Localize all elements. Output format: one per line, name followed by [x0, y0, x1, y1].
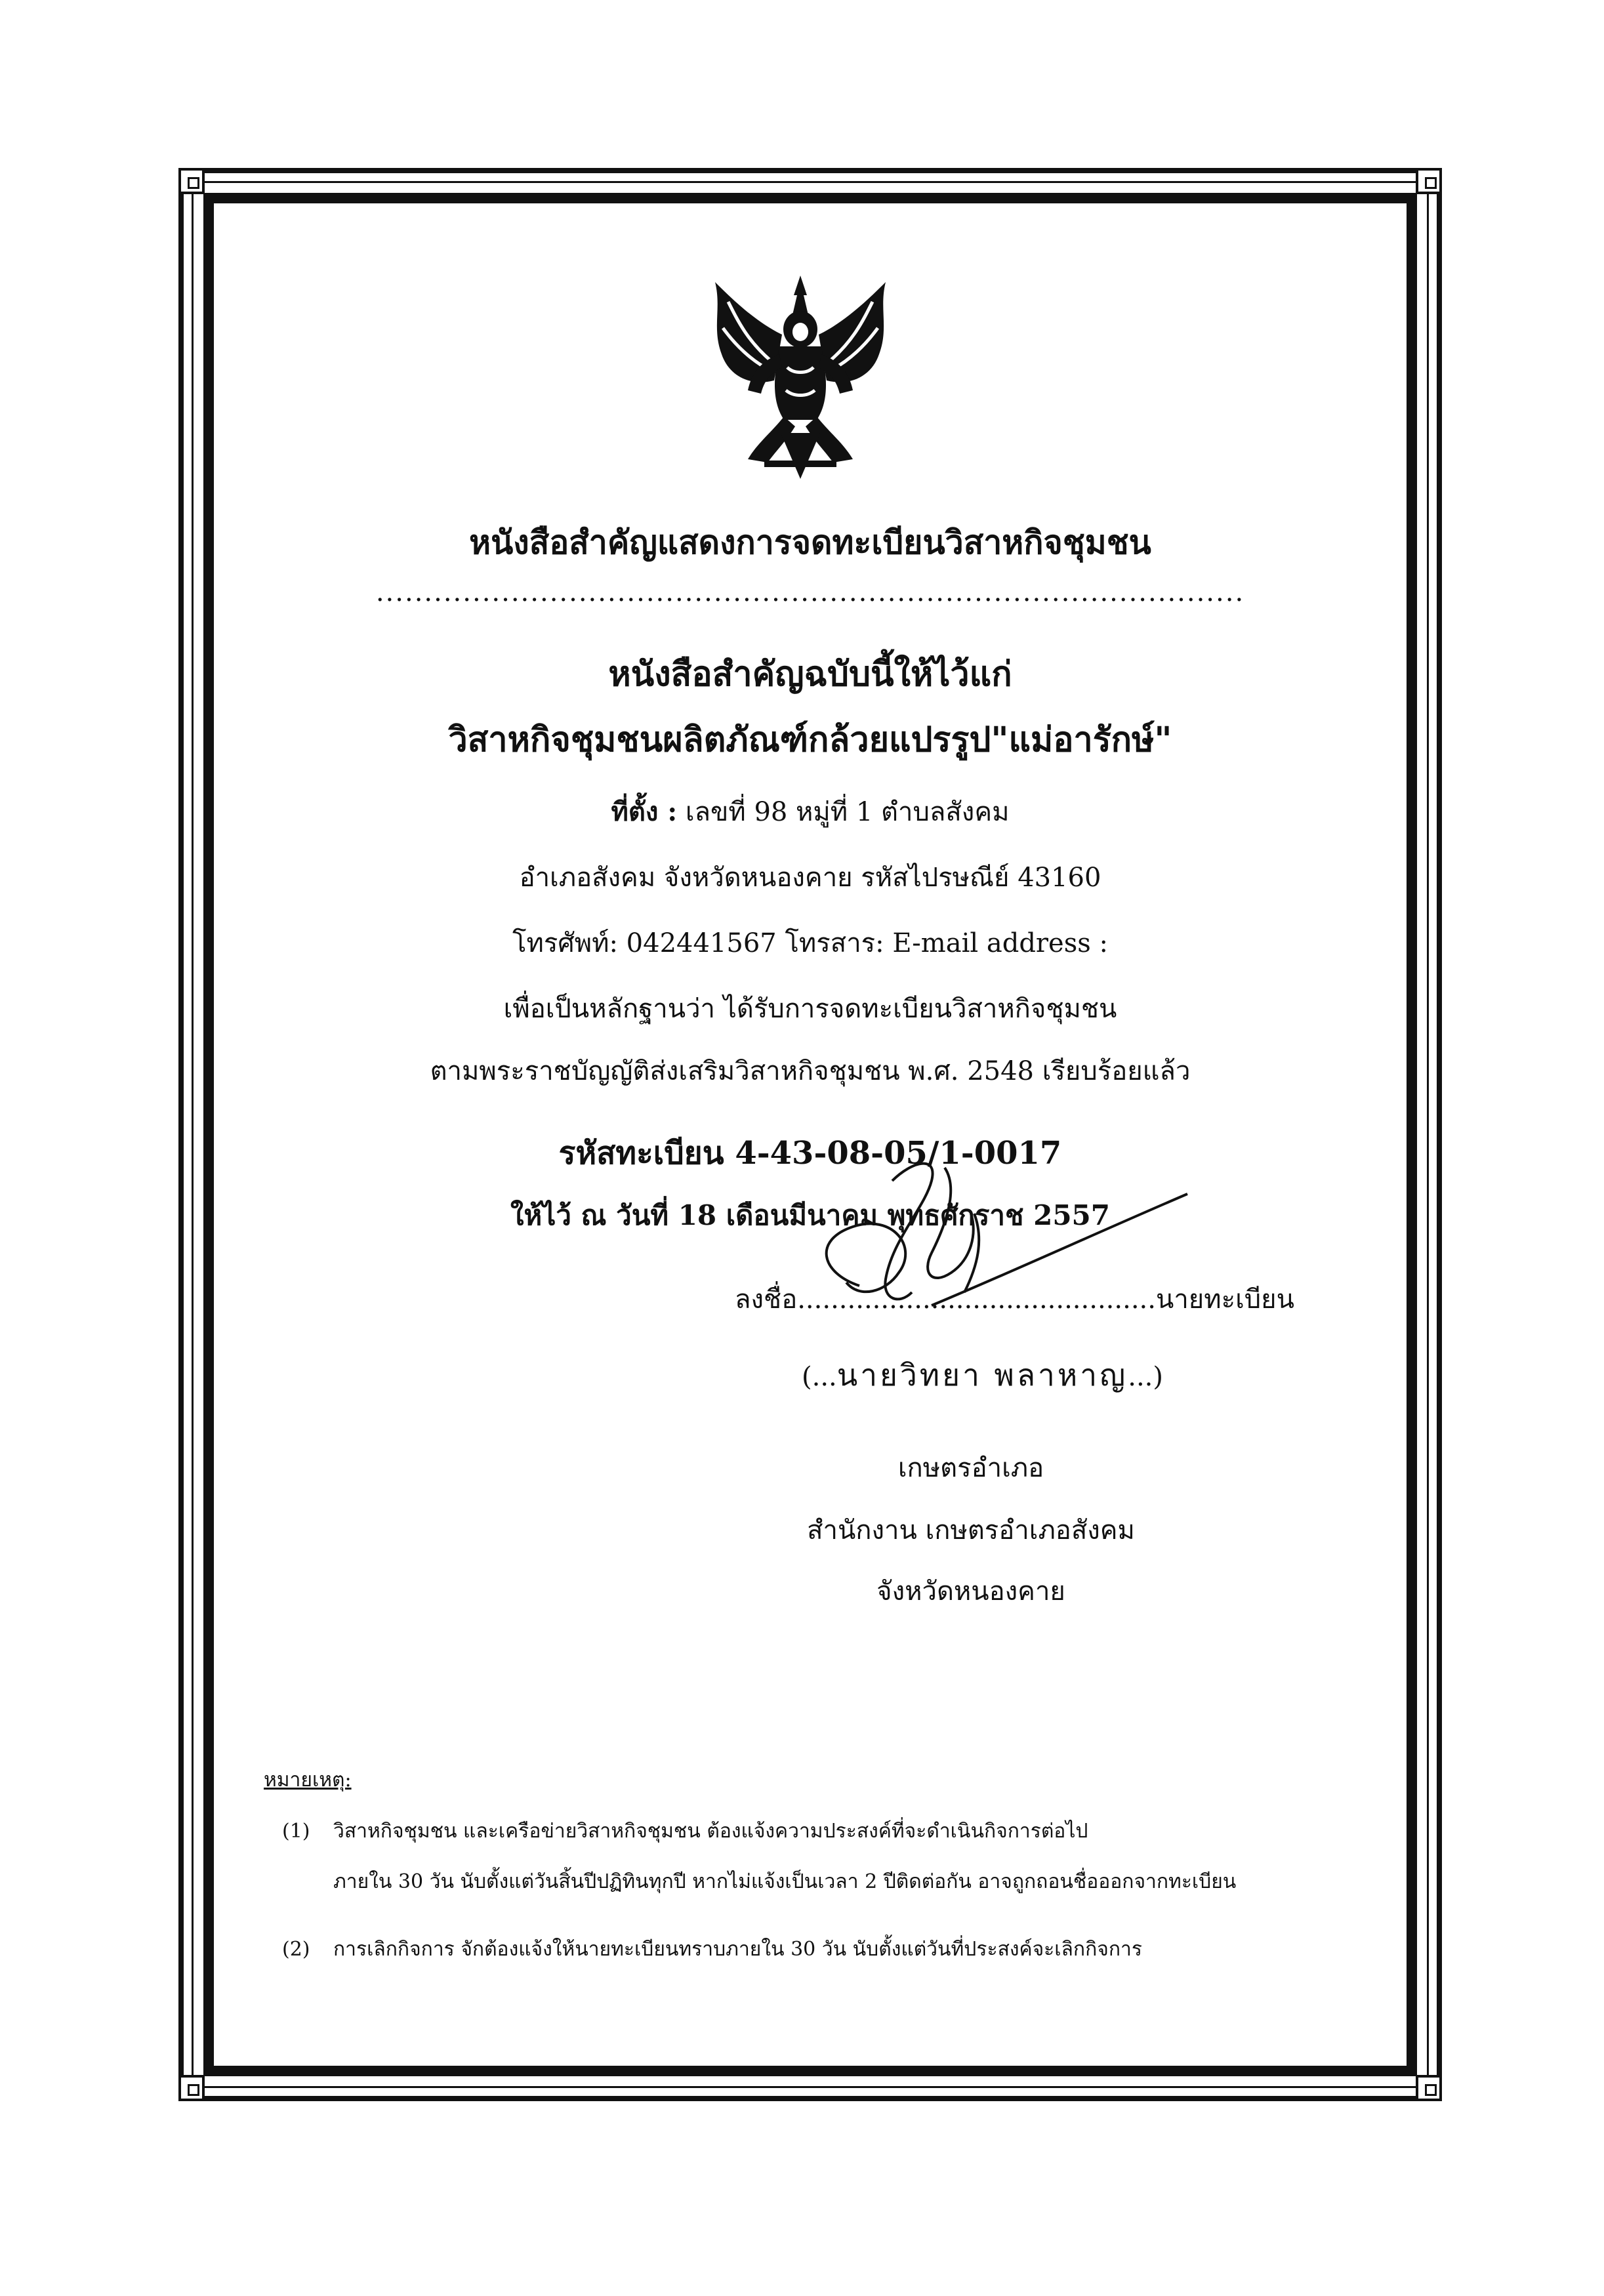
note-1-line-2: ภายใน 30 วัน นับตั้งแต่วันสิ้นปีปฏิทินทุกปี หากไม่แจ้งเป็นเวลา 2 ปีติดต่อกัน อาจถูกถอนชื่อออกจากทะเบียน	[333, 1870, 1237, 1893]
corner-ornament-top-right	[1416, 168, 1442, 194]
address-line-1	[262, 790, 1358, 832]
corner-ornament-top-left	[178, 168, 205, 194]
corner-ornament-bottom-right	[1416, 2075, 1442, 2101]
registration-code: รหัสทะเบียน 4-43-08-05/1-0017	[558, 1135, 1062, 1172]
address-line-2: อำเภอสังคม จังหวัดหนองคาย รหัสไปรษณีย์ 43160	[519, 863, 1101, 893]
organization-name: วิสาหกิจชุมชนผลิตภัณฑ์กล้วยแปรรูป"แม่อารักษ์"	[448, 720, 1172, 760]
corner-ornament-bottom-left	[178, 2075, 205, 2101]
sign-dots: ...........................................	[797, 1284, 1156, 1315]
office-name: สำนักงาน เกษตรอำเภอสังคม	[807, 1515, 1135, 1546]
registrar-position: เกษตรอำเภอ	[897, 1453, 1044, 1483]
issue-date: ให้ไว้ ณ วันที่ 18 เดือนมีนาคม พุทธศักราช 2557	[510, 1199, 1110, 1231]
notes-heading: หมายเหตุ:	[264, 1769, 352, 1792]
address-line-1-text: เลขที่ 98 หมู่ที่ 1 ตำบลสังคม	[685, 797, 1010, 827]
note-item-1	[282, 1816, 1088, 1847]
garuda-emblem-icon	[702, 269, 899, 485]
document-title: หนังสือสำคัญแสดงการจดทะเบียนวิสาหกิจชุมชน	[469, 523, 1151, 562]
address-label: ที่ตั้ง :	[611, 796, 678, 827]
contact-line: โทรศัพท์: 042441567 โทรสาร: E-mail address :	[512, 928, 1108, 958]
registrar-name: นายวิทยา พลาหาญ	[836, 1357, 1128, 1393]
grant-line: หนังสือสำคัญฉบับนี้ให้ไว้แก่	[608, 654, 1012, 694]
note-1-line-1: วิสาหกิจชุมชน และเครือข่ายวิสาหกิจชุมชน ต้องแจ้งความประสงค์ที่จะดำเนินกิจการต่อไป	[333, 1820, 1088, 1843]
note-number-2: (2)	[282, 1938, 310, 1961]
proof-line-2: ตามพระราชบัญญัติส่งเสริมวิสาหกิจชุมชน พ.ศ. 2548 เรียบร้อยแล้ว	[430, 1056, 1191, 1086]
note-number-1: (1)	[282, 1820, 310, 1843]
sign-label: ลงชื่อ	[735, 1284, 798, 1315]
registrar-name-line	[802, 1351, 1163, 1399]
dotted-separator: ..........................................................................................	[375, 577, 1245, 607]
note-2-line-1: การเลิกกิจการ จักต้องแจ้งให้นายทะเบียนทราบภายใน 30 วัน นับตั้งแต่วันที่ประสงค์จะเลิกกิจการ	[333, 1938, 1142, 1961]
signature-line	[735, 1278, 1294, 1320]
name-open: (...	[802, 1362, 837, 1392]
proof-line-1: เพื่อเป็นหลักฐานว่า ได้รับการจดทะเบียนวิสาหกิจชุมชน	[503, 994, 1117, 1024]
registrar-title: นายทะเบียน	[1155, 1284, 1294, 1315]
note-item-2	[282, 1934, 1142, 1965]
office-province: จังหวัดหนองคาย	[876, 1576, 1065, 1607]
name-close: ...)	[1128, 1362, 1163, 1392]
